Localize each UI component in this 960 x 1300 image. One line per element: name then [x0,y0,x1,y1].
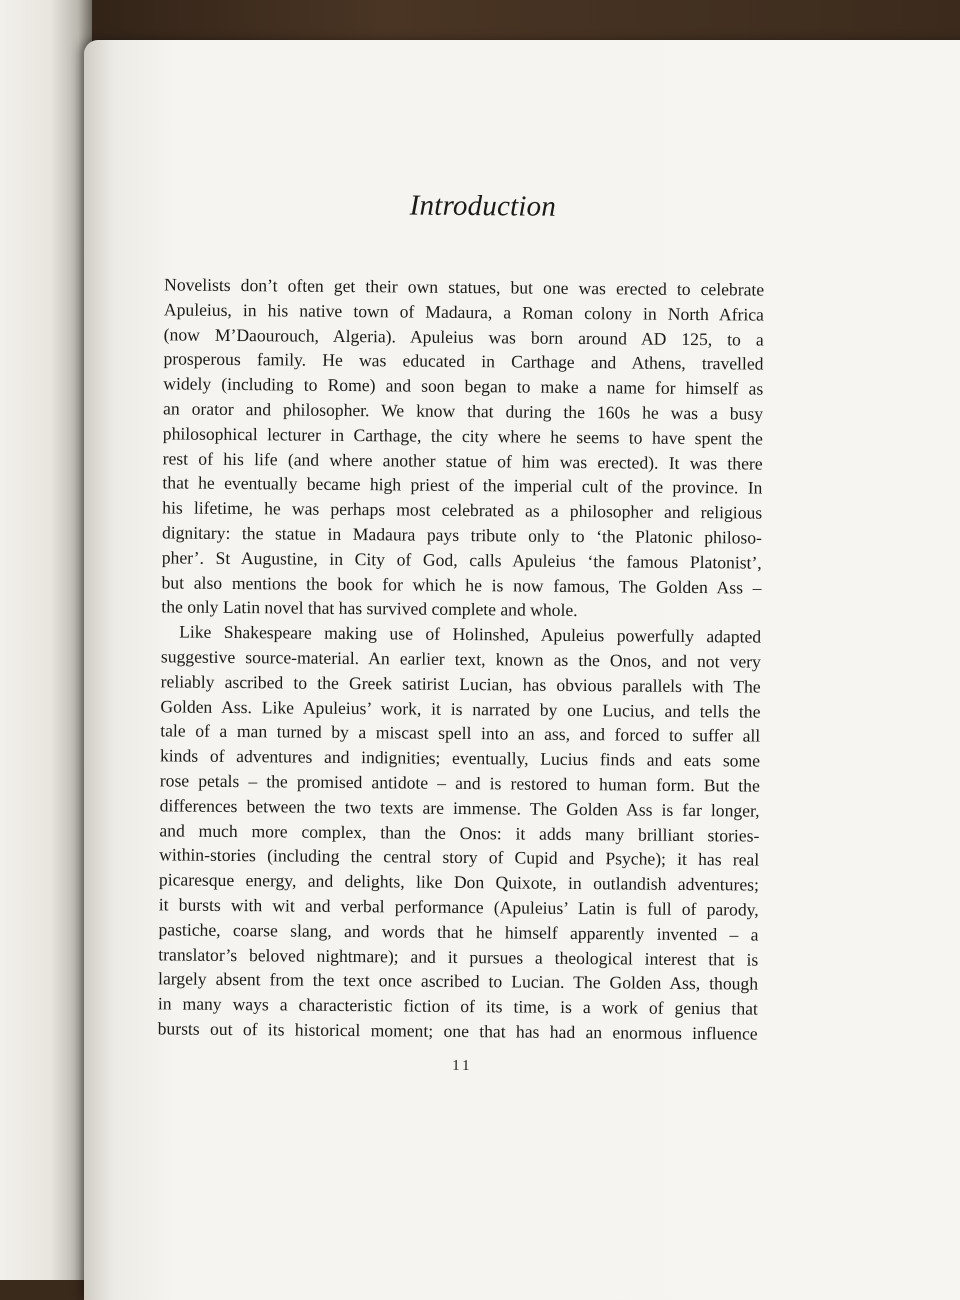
text-line: Apuleius, in his native town of Madaura, a Roman colony in North Africa [163,299,765,325]
text-line: his lifetime, he was perhaps most celebrated as a philosopher and religious [162,497,763,523]
page-number: 11 [452,1057,473,1074]
text-line: Golden Ass. Like Apuleius’ work, it is narrated by one Lucius, and tells the [160,695,761,722]
text-line: differences between the two texts are immense. The Golden Ass is far longer, [159,795,760,821]
text-line: within-stories (including the central story of Cupid and Psyche); it has real [159,844,760,870]
paragraph-2 [158,620,762,1047]
text-line: that he eventually became high priest of the imperial cult of the province. In [162,472,763,498]
text-line: prosperous family. He was educated in Carthage and Athens, travelled [163,348,764,375]
text-line: reliably ascribed to the Greek satirist Lucian, has obvious parallels with The [160,671,761,697]
left-page-edge [0,0,92,1280]
text-line: dignitary: the statue in Madaura pays tribute only to ‘the Platonic philoso- [161,522,763,548]
page-text-block [157,187,765,1077]
text-line: in many ways a characteristic fiction of its time, is a work of genius that [157,993,758,1019]
text-line: philosophical lecturer in Carthage, the city where he seems to have spent the [162,423,763,449]
paragraph-1 [161,272,764,624]
text-line: suggestive source-material. An earlier text, known as the Onos, and not very [160,646,761,672]
text-line: kinds of adventures and indignities; eventually, Lucius finds and eats some [159,745,761,771]
text-line: bursts out of its historical moment; one that has had an enormous influence [157,1018,758,1044]
text-line: largely absent from the text once ascribed to Lucian. The Golden Ass, though [158,968,759,994]
text-line: rose petals – the promised antidote – and is restored to human form. But the [159,770,760,796]
text-line: and much more complex, than the Onos: it adds many brilliant stories- [159,819,760,846]
text-line: an orator and philosopher. We know that during the 160s he was a busy [162,398,764,424]
text-line: picaresque energy, and delights, like Don Quixote, in outlandish adventures; [158,869,760,895]
text-line: Novelists don’t often get their own statues, but one was erected to celebrate [164,274,765,300]
text-line: Like Shakespeare making use of Holinshed, Apuleius powerfully adapted [179,621,762,647]
text-line: but also mentions the book for which he is now famous, The Golden Ass – [161,571,762,598]
text-line: it bursts with wit and verbal performance (Apuleius’ Latin is full of parody, [158,894,759,920]
text-line: (now M’Daourouch, Algeria). Apuleius was born around AD 125, to a [163,323,764,350]
chapter-heading: Introduction [409,189,557,223]
text-line: the only Latin novel that has survived complete and whole. [161,596,578,621]
text-line: widely (including to Rome) and soon began to make a name for himself as [163,373,764,399]
text-line: tale of a man turned by a miscast spell into an ass, and forced to suffer all [160,720,761,746]
text-line: pher’. St Augustine, in City of God, calls Apuleius ‘the famous Platonist’, [161,547,762,573]
text-line: rest of his life (and where another statue of him was erected). It was there [162,447,763,474]
text-line: pastiche, coarse slang, and words that he himself apparently invented – a [158,919,759,945]
text-line: translator’s beloved nightmare); and it pursues a theological interest that is [158,943,759,970]
